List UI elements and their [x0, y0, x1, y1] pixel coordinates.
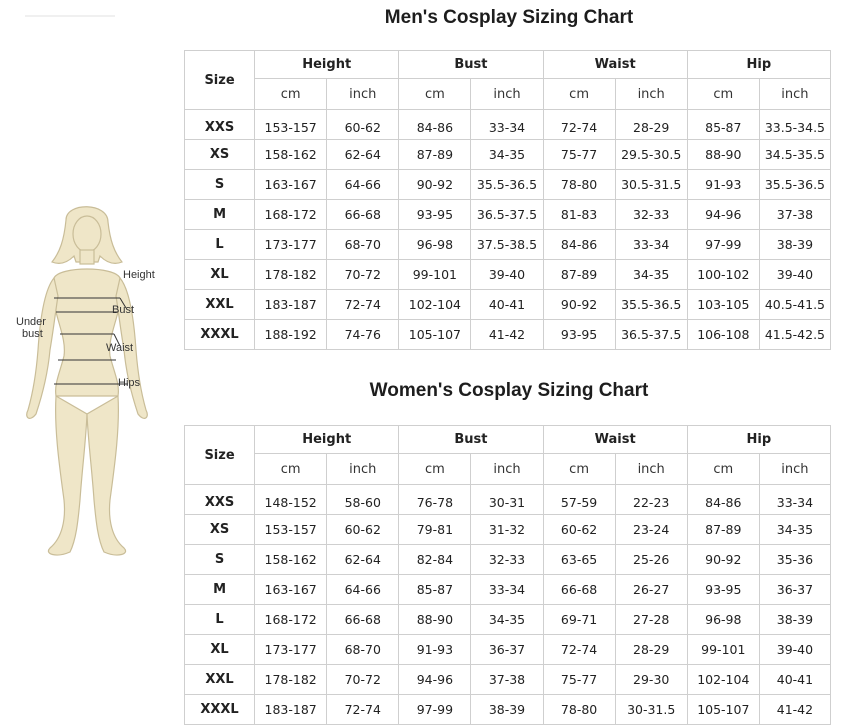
table-cell: 81-83 — [543, 200, 615, 230]
unit-header-inch: inch — [327, 454, 399, 485]
table-cell: 102-104 — [687, 665, 759, 695]
table-cell: 163-167 — [255, 575, 327, 605]
table-cell: 79-81 — [399, 515, 471, 545]
group-header-waist: Waist — [543, 426, 687, 454]
table-cell: 60-62 — [327, 515, 399, 545]
group-header-height: Height — [255, 51, 399, 79]
table-row — [185, 545, 831, 575]
table-cell: 90-92 — [687, 545, 759, 575]
table-cell: 106-108 — [687, 320, 759, 350]
size-label: L — [185, 605, 255, 635]
unit-header-cm: cm — [687, 454, 759, 485]
size-label: XXXL — [185, 320, 255, 350]
table-cell: 29-30 — [615, 665, 687, 695]
size-label: XL — [185, 260, 255, 290]
table-cell: 39-40 — [759, 260, 830, 290]
table-row — [185, 635, 831, 665]
table-cell: 25-26 — [615, 545, 687, 575]
table-cell: 41.5-42.5 — [759, 320, 830, 350]
table-cell: 68-70 — [327, 635, 399, 665]
size-label: XXXL — [185, 695, 255, 725]
unit-header-inch: inch — [759, 79, 830, 110]
table-cell: 72-74 — [543, 110, 615, 140]
size-column-header: Size — [185, 51, 255, 110]
size-label: XL — [185, 635, 255, 665]
height-label: Height — [123, 269, 155, 281]
table-cell: 88-90 — [687, 140, 759, 170]
table-cell: 66-68 — [543, 575, 615, 605]
table-cell: 87-89 — [687, 515, 759, 545]
table-cell: 28-29 — [615, 110, 687, 140]
table-cell: 22-23 — [615, 485, 687, 515]
unit-header-inch: inch — [759, 454, 830, 485]
unit-header-cm: cm — [687, 79, 759, 110]
table-cell: 63-65 — [543, 545, 615, 575]
table-cell: 36-37 — [471, 635, 543, 665]
table-row — [185, 575, 831, 605]
body-measurement-figure — [10, 200, 180, 575]
table-cell: 76-78 — [399, 485, 471, 515]
table-cell: 34-35 — [615, 260, 687, 290]
table-cell: 85-87 — [399, 575, 471, 605]
table-cell: 38-39 — [471, 695, 543, 725]
table-cell: 93-95 — [399, 200, 471, 230]
table-cell: 66-68 — [327, 605, 399, 635]
hips-label: Hips — [118, 377, 141, 389]
size-label: XXS — [185, 110, 255, 140]
table-row — [185, 140, 831, 170]
size-label: XS — [185, 140, 255, 170]
table-cell: 168-172 — [255, 200, 327, 230]
table-cell: 33-34 — [471, 575, 543, 605]
table-cell: 23-24 — [615, 515, 687, 545]
table-cell: 36.5-37.5 — [471, 200, 543, 230]
table-cell: 30-31.5 — [615, 695, 687, 725]
table-cell: 66-68 — [327, 200, 399, 230]
men-size-table — [184, 50, 831, 350]
table-cell: 90-92 — [543, 290, 615, 320]
table-cell: 57-59 — [543, 485, 615, 515]
table-cell: 153-157 — [255, 515, 327, 545]
table-cell: 37-38 — [759, 200, 830, 230]
table-cell: 62-64 — [327, 545, 399, 575]
table-cell: 93-95 — [543, 320, 615, 350]
table-cell: 69-71 — [543, 605, 615, 635]
table-cell: 188-192 — [255, 320, 327, 350]
table-cell: 33-34 — [615, 230, 687, 260]
group-header-hip: Hip — [687, 426, 830, 454]
table-cell: 33.5-34.5 — [759, 110, 830, 140]
table-cell: 35-36 — [759, 545, 830, 575]
table-cell: 35.5-36.5 — [471, 170, 543, 200]
unit-header-cm: cm — [543, 454, 615, 485]
table-cell: 93-95 — [687, 575, 759, 605]
table-cell: 32-33 — [615, 200, 687, 230]
group-header-bust: Bust — [399, 51, 543, 79]
table-cell: 62-64 — [327, 140, 399, 170]
unit-header-cm: cm — [255, 454, 327, 485]
table-cell: 70-72 — [327, 260, 399, 290]
table-cell: 72-74 — [327, 290, 399, 320]
table-cell: 96-98 — [687, 605, 759, 635]
table-cell: 97-99 — [687, 230, 759, 260]
table-cell: 97-99 — [399, 695, 471, 725]
table-cell: 75-77 — [543, 140, 615, 170]
group-header-hip: Hip — [687, 51, 830, 79]
table-cell: 70-72 — [327, 665, 399, 695]
table-cell: 158-162 — [255, 545, 327, 575]
table-cell: 29.5-30.5 — [615, 140, 687, 170]
table-cell: 40.5-41.5 — [759, 290, 830, 320]
unit-header-inch: inch — [615, 79, 687, 110]
table-cell: 173-177 — [255, 230, 327, 260]
table-cell: 39-40 — [759, 635, 830, 665]
table-cell: 90-92 — [399, 170, 471, 200]
women-size-table — [184, 425, 831, 725]
table-cell: 33-34 — [759, 485, 830, 515]
table-cell: 105-107 — [687, 695, 759, 725]
table-cell: 30-31 — [471, 485, 543, 515]
table-cell: 27-28 — [615, 605, 687, 635]
size-label: XXL — [185, 290, 255, 320]
unit-header-inch: inch — [327, 79, 399, 110]
table-cell: 40-41 — [471, 290, 543, 320]
table-cell: 183-187 — [255, 290, 327, 320]
table-cell: 84-86 — [399, 110, 471, 140]
table-cell: 158-162 — [255, 140, 327, 170]
table-cell: 173-177 — [255, 635, 327, 665]
size-label: XXL — [185, 665, 255, 695]
table-row — [185, 320, 831, 350]
table-row — [185, 200, 831, 230]
table-cell: 94-96 — [399, 665, 471, 695]
table-row — [185, 515, 831, 545]
size-label: M — [185, 575, 255, 605]
table-row — [185, 230, 831, 260]
waist-label: Waist — [106, 342, 134, 354]
table-cell: 99-101 — [399, 260, 471, 290]
table-cell: 33-34 — [471, 110, 543, 140]
table-cell: 34-35 — [759, 515, 830, 545]
table-cell: 41-42 — [759, 695, 830, 725]
unit-header-cm: cm — [399, 454, 471, 485]
men-chart-title: Men's Cosplay Sizing Chart — [384, 7, 634, 28]
underbust-label-line1: Under — [16, 316, 46, 328]
size-label: S — [185, 170, 255, 200]
table-cell: 64-66 — [327, 575, 399, 605]
table-cell: 178-182 — [255, 665, 327, 695]
table-cell: 39-40 — [471, 260, 543, 290]
size-label: XXS — [185, 485, 255, 515]
table-cell: 82-84 — [399, 545, 471, 575]
table-cell: 28-29 — [615, 635, 687, 665]
table-row — [185, 110, 831, 140]
table-cell: 58-60 — [327, 485, 399, 515]
size-column-header: Size — [185, 426, 255, 485]
table-cell: 36-37 — [759, 575, 830, 605]
table-cell: 74-76 — [327, 320, 399, 350]
table-cell: 41-42 — [471, 320, 543, 350]
table-cell: 37-38 — [471, 665, 543, 695]
table-cell: 84-86 — [543, 230, 615, 260]
table-cell: 72-74 — [327, 695, 399, 725]
table-cell: 100-102 — [687, 260, 759, 290]
table-cell: 38-39 — [759, 230, 830, 260]
table-cell: 178-182 — [255, 260, 327, 290]
size-label: S — [185, 545, 255, 575]
table-cell: 34-35 — [471, 605, 543, 635]
underbust-label-line2: bust — [22, 328, 43, 340]
table-cell: 64-66 — [327, 170, 399, 200]
table-cell: 60-62 — [327, 110, 399, 140]
table-cell: 36.5-37.5 — [615, 320, 687, 350]
table-cell: 34-35 — [471, 140, 543, 170]
table-cell: 40-41 — [759, 665, 830, 695]
table-cell: 94-96 — [687, 200, 759, 230]
unit-header-inch: inch — [471, 79, 543, 110]
table-row — [185, 665, 831, 695]
table-cell: 91-93 — [399, 635, 471, 665]
table-cell: 35.5-36.5 — [759, 170, 830, 200]
table-cell: 102-104 — [399, 290, 471, 320]
size-label: XS — [185, 515, 255, 545]
unit-header-inch: inch — [471, 454, 543, 485]
table-row — [185, 170, 831, 200]
watermark-smudge — [25, 6, 125, 12]
table-row — [185, 605, 831, 635]
size-label: L — [185, 230, 255, 260]
group-header-waist: Waist — [543, 51, 687, 79]
table-cell: 72-74 — [543, 635, 615, 665]
table-cell: 168-172 — [255, 605, 327, 635]
bust-label: Bust — [112, 304, 135, 316]
table-cell: 68-70 — [327, 230, 399, 260]
table-cell: 105-107 — [399, 320, 471, 350]
table-row — [185, 695, 831, 725]
table-cell: 31-32 — [471, 515, 543, 545]
table-cell: 96-98 — [399, 230, 471, 260]
table-cell: 26-27 — [615, 575, 687, 605]
table-cell: 91-93 — [687, 170, 759, 200]
table-cell: 85-87 — [687, 110, 759, 140]
table-cell: 183-187 — [255, 695, 327, 725]
table-cell: 32-33 — [471, 545, 543, 575]
size-label: M — [185, 200, 255, 230]
table-cell: 34.5-35.5 — [759, 140, 830, 170]
table-row — [185, 290, 831, 320]
table-cell: 78-80 — [543, 170, 615, 200]
table-cell: 153-157 — [255, 110, 327, 140]
table-cell: 99-101 — [687, 635, 759, 665]
table-cell: 35.5-36.5 — [615, 290, 687, 320]
table-cell: 78-80 — [543, 695, 615, 725]
unit-header-cm: cm — [543, 79, 615, 110]
unit-header-cm: cm — [399, 79, 471, 110]
table-cell: 84-86 — [687, 485, 759, 515]
table-cell: 103-105 — [687, 290, 759, 320]
table-cell: 30.5-31.5 — [615, 170, 687, 200]
table-cell: 148-152 — [255, 485, 327, 515]
group-header-height: Height — [255, 426, 399, 454]
women-chart-title: Women's Cosplay Sizing Chart — [369, 380, 649, 401]
unit-header-cm: cm — [255, 79, 327, 110]
table-cell: 163-167 — [255, 170, 327, 200]
table-cell: 87-89 — [543, 260, 615, 290]
group-header-bust: Bust — [399, 426, 543, 454]
table-cell: 60-62 — [543, 515, 615, 545]
table-cell: 75-77 — [543, 665, 615, 695]
table-cell: 38-39 — [759, 605, 830, 635]
table-row — [185, 485, 831, 515]
table-cell: 87-89 — [399, 140, 471, 170]
unit-header-inch: inch — [615, 454, 687, 485]
table-cell: 88-90 — [399, 605, 471, 635]
table-row — [185, 260, 831, 290]
table-cell: 37.5-38.5 — [471, 230, 543, 260]
